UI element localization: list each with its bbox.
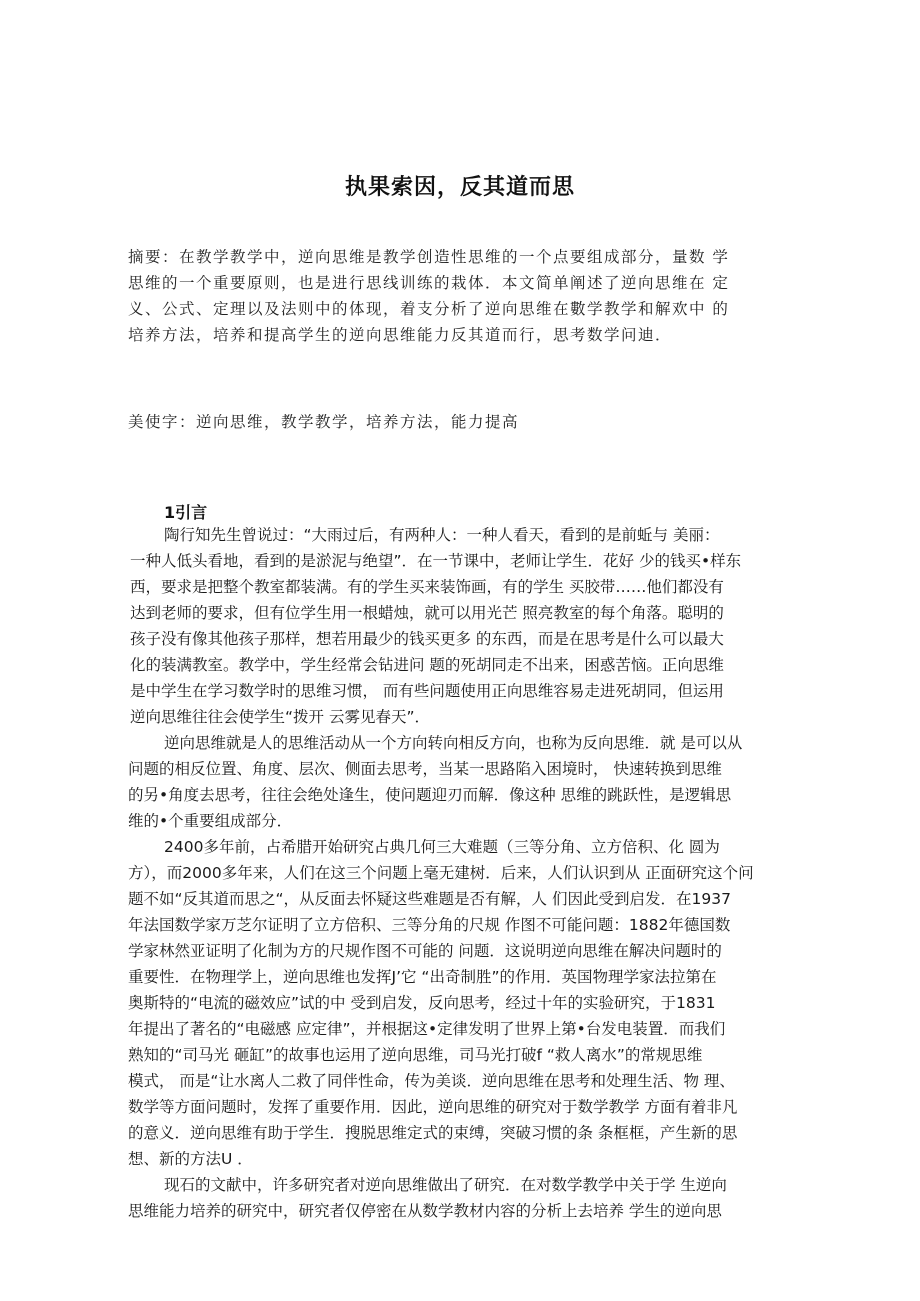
page-title: 执果索因，反其道而思 [344, 175, 575, 200]
text-line: 逆向思维往往会使学生“拨开 云雾见春天”． [130, 708, 430, 726]
text-line: 重要性．在物理学上，逆向思维也发挥J’它 “出奇制胜”的作用．英国物理学家法拉第在 [128, 968, 717, 986]
text-line: 现石的文献中，许多研究者对逆向思维做出了研究．在对数学教学中关于学 生逆向 [164, 1176, 727, 1194]
paragraph [128, 834, 798, 1172]
text-line: 问题的相反位置、角度、层次、侧面去思考，当某一思路陷入困境时， 快速转换到思维 [128, 760, 722, 778]
abstract-line: 培养方法，培养和提高学生的逆向思维能力反其道而行，思考数学问迪． [128, 326, 673, 344]
section-heading: 1引言 [164, 503, 208, 522]
abstract-line: 摘要：在教学教学中，逆向思维是教学创造性思维的一个点要组成部分，量数 学 [128, 248, 730, 266]
text-line: 化的装满教室。教学中，学生经常会钻进问 题的死胡同走不出来，困惑苦恼。正向思维 [130, 656, 724, 674]
text-line: 思维能力培养的研究中，研究者仅停密在从数学教材内容的分析上去培养 学生的逆向思 [128, 1202, 722, 1220]
text-line: 题不如“反其道而思之“，从反面去怀疑这些难题是否有解，人 们因此受到启发．在1937 [128, 890, 731, 908]
paragraph [128, 1172, 798, 1224]
text-line: 的意义．逆向思维有助于学生．搜脱思维定式的束缚，突破习惯的条 条框框，产生新的思 [128, 1124, 738, 1142]
text-line: 达到老师的要求，但有位学生用一根蜡烛，就可以用光芒 照亮教室的每个角落。聪明的 [130, 604, 724, 622]
body-text [128, 522, 798, 1224]
text-line: 逆向思维就是人的思维活动从一个方向转向相反方向，也称为反向思维．就 是可以从 [164, 734, 743, 752]
text-line: 数学等方面问题时，发挥了重要作用．因此，逆向思维的研究对于数学教学 方面有着非凡 [128, 1098, 738, 1116]
text-line: 奥斯特的“电流的磁效应”试的中 受到启发，反向思考，经过十年的实验研究，于1831 [128, 994, 716, 1012]
text-line: 维的•个重要组成部分． [128, 812, 293, 830]
abstract-line: 思维的一个重要原则，也是进行思线训练的栽体．本文简单阐述了逆向思维在 定 [128, 274, 730, 292]
text-line: 一种人低头看地，看到的是淤泥与绝望”．在一节课中，老师让学生．花好 少的钱买•样东 [130, 552, 742, 570]
text-line: 的另•角度去思考，往往会绝处逢生，使问题迎刃而解．像这种 思维的跳跃性，是逻辑思 [128, 786, 732, 804]
abstract [128, 244, 798, 348]
text-line: 年提出了著名的“电磁感 应定律”，并根据这•定律发明了世界上第•台发电装置．而我们 [128, 1020, 726, 1038]
text-line: 2400多年前，占希腊开始研究占典几何三大难题（三等分角、立方倍积、化 圆为 [164, 838, 720, 856]
text-line: 模式， 而是“让水离人二救了同伴性命，传为美谈．逆向思维在思考和处理生活、物 理、 [128, 1072, 735, 1090]
text-line: 年法国数学家万芝尔证明了立方倍积、三等分角的尺规 作图不可能问题：1882年德国数 [128, 916, 731, 934]
text-line: 西，要求是把整个教室都装满。有的学生买来装饰画，有的学生 买胶带……他们都没有 [130, 578, 724, 596]
abstract-line: 义、公式、定理以及法则中的体现，着支分析了逆向思维在數学教学和解欢中 的 [128, 300, 730, 318]
text-line: 是中学生在学习数学时的思维习惯， 而有些问题使用正向思维容易走进死胡同，但运用 [130, 682, 724, 700]
text-line: 熟知的“司马光 砸缸”的故事也运用了逆向思维，司马光打破f “救人离水”的常规思维 [128, 1046, 703, 1064]
paragraph [128, 522, 798, 730]
text-line: 孩子没有像其他孩子那样，想若用最少的钱买更多 的东西，而是在思考是什么可以最大 [130, 630, 724, 648]
keywords: 美使字：逆向思维，教学教学，培养方法，能力提高 [128, 413, 520, 431]
text-line: 想、新的方法U ． [128, 1150, 253, 1168]
text-line: 陶行知先生曾说过：“大雨过后，有两种人：一种人看天，看到的是前蚯与 美丽： [164, 526, 720, 544]
paragraph [128, 730, 798, 834]
text-line: 学家林然亚证明了化制为方的尺规作图不可能的 问题．这说明逆向思维在解决问题时的 [128, 942, 722, 960]
text-line: 方），而2000多年来，人们在这三个问题上毫无建树．后来，人们认识到从 正面研究这个问 [128, 864, 754, 882]
